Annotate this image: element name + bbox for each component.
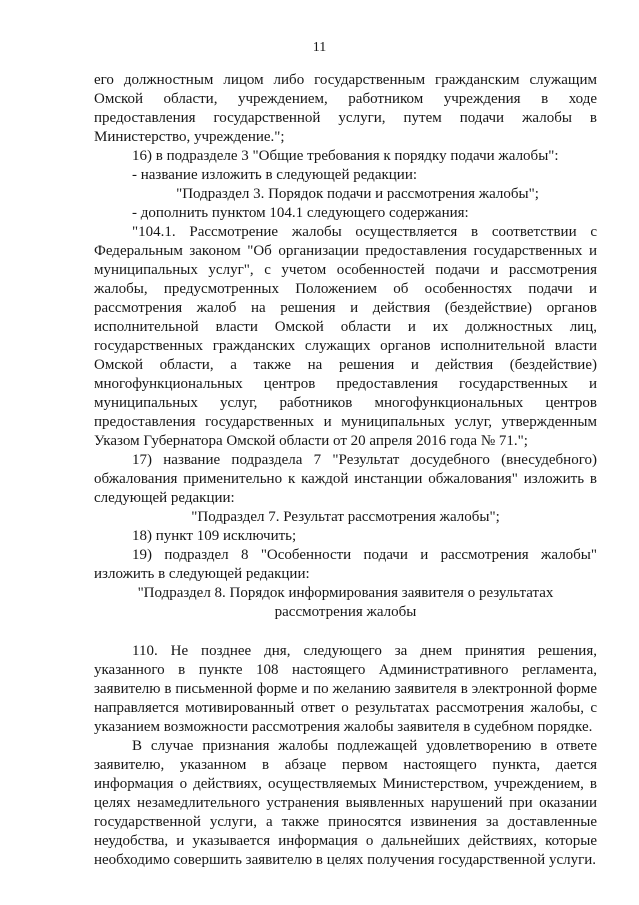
blank-line [94, 622, 597, 642]
paragraph-new-title-8: "Подраздел 8. Порядок информирования заявителя о результатах рассмотрения жалобы [137, 585, 554, 620]
paragraph-104-1-text: "104.1. Рассмотрение жалобы осуществляется в соответствии с Федеральным законом "Об организации предоставления государственных и муниципальных услуг", с учетом особенностей подачи и рассмотрения жалобы, предусмотренных Положением об особенностях подачи и рассмотрения жалоб на решения и действия (бездействие) органов исполнительной власти Омской области и их должностных лиц, государственных гражданских служащих органов исполнительной власти Омской области, а также на решения и действия (бездействие) многофункциональных центров предоставления государственных и муниципальных услуг, работников многофункциональных центров предоставления государственных и муниципальных услуг, утвержденным Указом Губернатора Омской области от 20 апреля 2016 года № 71."; [94, 224, 597, 449]
paragraph-item-19: 19) подраздел 8 "Особенности подачи и рассмотрения жалобы" изложить в следующей редакции: [94, 547, 597, 582]
paragraph-item-18: 18) пункт 109 исключить; [132, 528, 297, 544]
document-body [94, 71, 597, 870]
paragraph-new-title-7: "Подраздел 7. Результат рассмотрения жалобы"; [191, 509, 500, 525]
paragraph-add-104-1: - дополнить пунктом 104.1 следующего содержания: [132, 205, 469, 221]
paragraph-item-110: 110. Не позднее дня, следующего за днем принятия решения, указанного в пункте 108 настоящего Административного регламента, заявителю в письменной форме и по желанию заявителя в электронной форме направляется мотивированный ответ о результатах рассмотрения жалобы, с указанием возможности рассмотрения жалобы заявителя в судебном порядке. [94, 643, 597, 735]
paragraph-continuation: его должностным лицом либо государственным гражданским служащим Омской области, учреждением, работником учреждения в ходе предоставления государственной услуги, путем подачи жалобы в Министерство, учреждение."; [94, 72, 597, 145]
page-number: 11 [312, 40, 327, 55]
paragraph-item-17: 17) название подраздела 7 "Результат досудебного (внесудебного) обжалования применительно к каждой инстанции обжалования" изложить в следующей редакции: [94, 452, 597, 506]
paragraph-title-instruction: - название изложить в следующей редакции: [132, 167, 418, 183]
paragraph-item-16: 16) в подразделе 3 "Общие требования к порядку подачи жалобы": [132, 148, 559, 164]
paragraph-new-title-3: "Подраздел 3. Порядок подачи и рассмотрения жалобы"; [176, 186, 539, 202]
paragraph-apology-info: В случае признания жалобы подлежащей удовлетворению в ответе заявителю, указанном в абзаце первом настоящего пункта, дается информация о действиях, осуществляемых Министерством, учреждением, в целях незамедлительного устранения выявленных нарушений при оказании государственной услуги, а также приносятся извинения за доставленные неудобства, и указывается информация о дальнейших действиях, которые необходимо совершить заявителю в целях получения государственной услуги. [94, 738, 597, 868]
